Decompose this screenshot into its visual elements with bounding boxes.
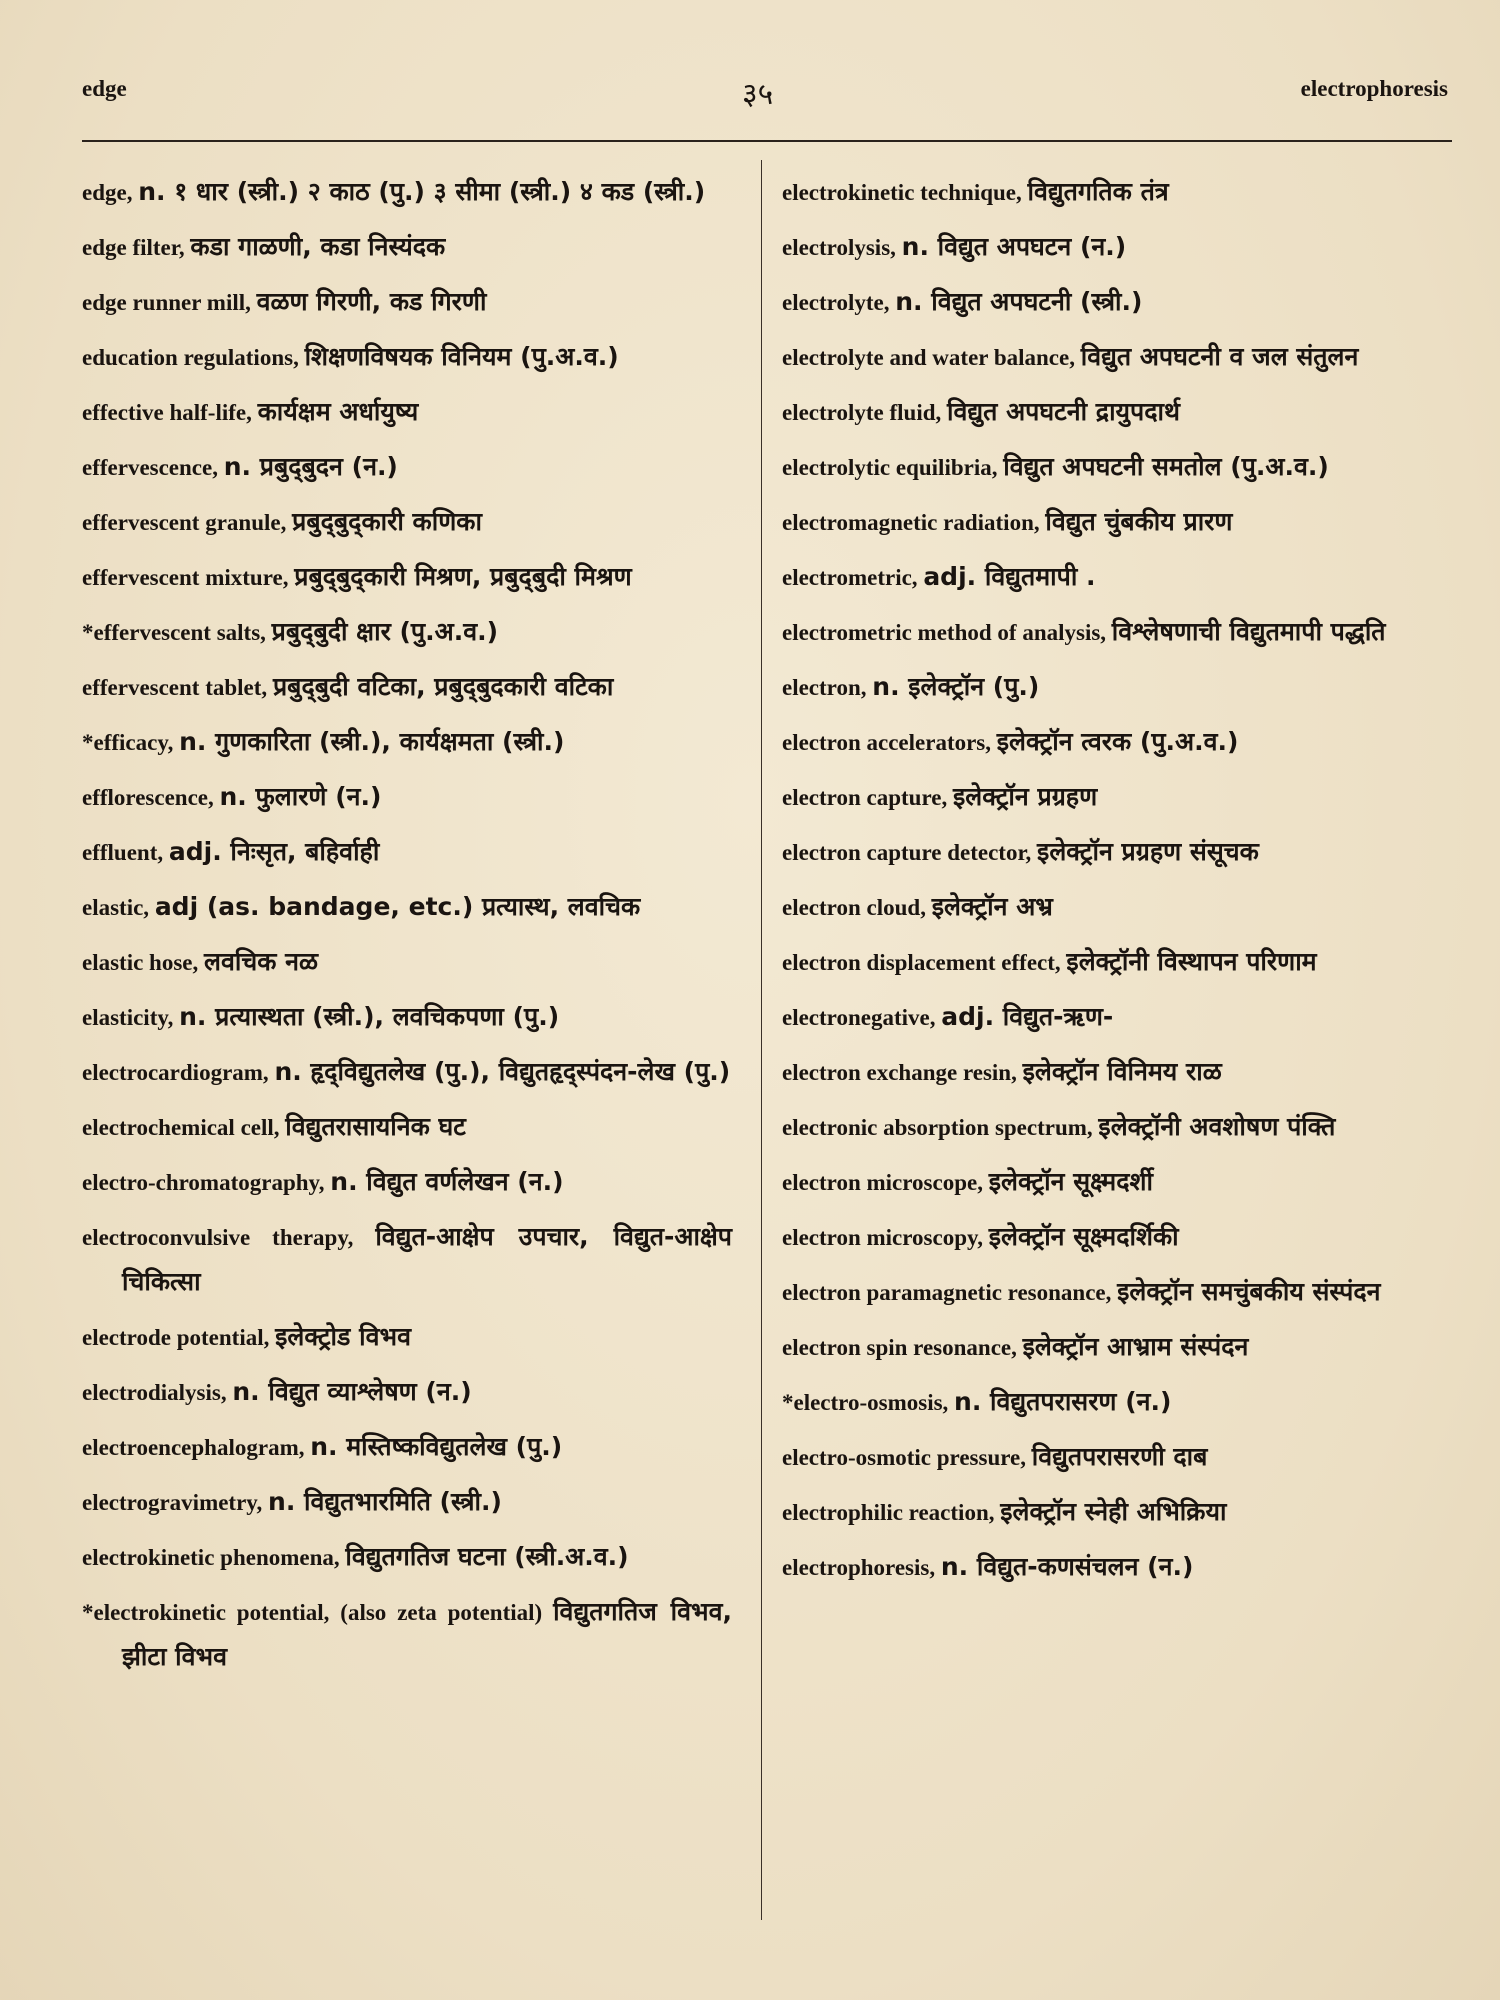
entry-gloss: n. प्रबुद्‌बुदन (न.) xyxy=(223,452,398,481)
entry-gloss: n. विद्युत-कणसंचलन (न.) xyxy=(940,1552,1194,1581)
entry-gloss: adj. विद्युतमापी . xyxy=(923,562,1096,591)
entry-headword: electrocardiogram, xyxy=(82,1060,275,1085)
entry-gloss: इलेक्ट्रॉन समचुंबकीय संस्पंदन xyxy=(1117,1277,1381,1306)
dictionary-entry xyxy=(782,555,1442,600)
entry-gloss: विद्युत अपघटनी व जल संतुलन xyxy=(1080,342,1359,371)
entry-headword: electrokinetic phenomena, xyxy=(82,1545,346,1570)
entry-gloss: विद्युतगतिज घटना (स्त्री.अ.व.) xyxy=(345,1542,629,1571)
right-column xyxy=(782,170,1442,1600)
header-rule xyxy=(82,140,1452,142)
entry-gloss: इलेक्ट्रॉन सूक्ष्मदर्शिकी xyxy=(988,1222,1179,1251)
entry-headword: electron microscope, xyxy=(782,1170,989,1195)
entry-headword: electrodialysis, xyxy=(82,1380,233,1405)
dictionary-entry xyxy=(782,280,1442,325)
dictionary-entry xyxy=(782,170,1442,215)
dictionary-entry xyxy=(82,225,732,270)
entry-gloss: शिक्षणविषयक विनियम (पु.अ.व.) xyxy=(304,342,619,371)
entry-gloss: विद्युतगतिक तंत्र xyxy=(1027,177,1169,206)
header-left-guide-word: edge xyxy=(82,76,127,101)
dictionary-entry xyxy=(782,775,1442,820)
entry-headword: effervescence, xyxy=(82,455,224,480)
entry-headword: *electrokinetic potential, (also zeta potential) xyxy=(82,1600,554,1625)
dictionary-entry xyxy=(82,720,732,765)
entry-gloss: लवचिक नळ xyxy=(204,947,318,976)
entry-gloss: n. फुलारणे (न.) xyxy=(219,782,382,811)
page-header xyxy=(82,72,1448,112)
dictionary-entry xyxy=(82,885,732,930)
entry-headword: electron accelerators, xyxy=(782,730,997,755)
entry-gloss: n. विद्युत अपघटन (न.) xyxy=(901,232,1127,261)
entry-gloss: विद्युत-आक्षेप उपचार, विद्युत-आक्षेप चिकित्सा xyxy=(122,1222,733,1296)
dictionary-entry xyxy=(782,830,1442,875)
dictionary-entry xyxy=(782,885,1442,930)
entry-headword: edge, xyxy=(82,180,139,205)
entry-gloss: इलेक्ट्रॉनी विस्थापन परिणाम xyxy=(1066,947,1317,976)
dictionary-entry xyxy=(782,940,1442,985)
entry-headword: effective half-life, xyxy=(82,400,258,425)
entry-gloss: विद्युत अपघटनी द्रायुपदार्थ xyxy=(947,397,1180,426)
dictionary-entry xyxy=(782,390,1442,435)
entry-headword: electrolysis, xyxy=(782,235,902,260)
entry-headword: electron capture, xyxy=(782,785,953,810)
dictionary-entry xyxy=(782,995,1442,1040)
entry-gloss: वळण गिरणी, कड गिरणी xyxy=(256,287,487,316)
entry-headword: electronic absorption spectrum, xyxy=(782,1115,1099,1140)
entry-gloss: इलेक्ट्रॉन विनिमय राळ xyxy=(1022,1057,1222,1086)
entry-gloss: n. मस्तिष्कविद्युतलेख (पु.) xyxy=(310,1432,563,1461)
entry-headword: electro-chromatography, xyxy=(82,1170,331,1195)
header-right-guide-word: electrophoresis xyxy=(1300,76,1448,101)
entry-gloss: विद्युत चुंबकीय प्रारण xyxy=(1045,507,1233,536)
entry-gloss: इलेक्ट्रॉन स्नेही अभिक्रिया xyxy=(1000,1497,1227,1526)
entry-headword: *effervescent salts, xyxy=(82,620,272,645)
entry-headword: electron cloud, xyxy=(782,895,932,920)
entry-headword: electrophilic reaction, xyxy=(782,1500,1001,1525)
left-column xyxy=(82,170,732,1690)
dictionary-entry xyxy=(82,940,732,985)
entry-gloss: कडा गाळणी, कडा निस्यंदक xyxy=(190,232,446,261)
dictionary-entry xyxy=(82,665,732,710)
dictionary-entry xyxy=(82,445,732,490)
dictionary-entry xyxy=(782,445,1442,490)
entry-headword: elasticity, xyxy=(82,1005,180,1030)
page-number: ३५ xyxy=(742,77,774,112)
dictionary-entry xyxy=(82,1480,732,1525)
entry-headword: electrolyte fluid, xyxy=(782,400,947,425)
entry-gloss: adj. निःसृत, बहिर्वाही xyxy=(168,837,380,866)
dictionary-entry xyxy=(82,1215,732,1305)
entry-headword: electron paramagnetic resonance, xyxy=(782,1280,1118,1305)
entry-gloss: n. विद्युत अपघटनी (स्त्री.) xyxy=(895,287,1143,316)
entry-headword: electron spin resonance, xyxy=(782,1335,1023,1360)
column-divider xyxy=(761,160,762,1920)
dictionary-entry xyxy=(82,170,732,215)
dictionary-entry xyxy=(82,1160,732,1205)
entry-gloss: इलेक्ट्रॉनी अवशोषण पंक्ति xyxy=(1098,1112,1336,1141)
entry-gloss: इलेक्ट्रॉन अभ्र xyxy=(931,892,1053,921)
entry-gloss: adj. विद्युत-ऋण- xyxy=(941,1002,1114,1031)
entry-headword: efflorescence, xyxy=(82,785,220,810)
dictionary-entry xyxy=(82,335,732,380)
entry-headword: electro-osmotic pressure, xyxy=(782,1445,1032,1470)
entry-gloss: n. इलेक्ट्रॉन (पु.) xyxy=(872,672,1040,701)
entry-headword: electrode potential, xyxy=(82,1325,276,1350)
entry-gloss: n. हृद्‌विद्युतलेख (पु.), विद्युतहृद्‌स्पंदन-लेख (पु.) xyxy=(274,1057,731,1086)
entry-headword: effervescent mixture, xyxy=(82,565,295,590)
entry-headword: electrometric method of analysis, xyxy=(782,620,1112,645)
dictionary-entry xyxy=(782,1215,1442,1260)
dictionary-entry xyxy=(82,1050,732,1095)
entry-gloss: विद्युत अपघटनी समतोल (पु.अ.व.) xyxy=(1003,452,1329,481)
entry-gloss: इलेक्ट्रॉन प्रग्रहण संसूचक xyxy=(1037,837,1259,866)
entry-headword: electron exchange resin, xyxy=(782,1060,1023,1085)
entry-headword: electronegative, xyxy=(782,1005,942,1030)
entry-gloss: n. विद्युतपरासरण (न.) xyxy=(954,1387,1172,1416)
entry-headword: effluent, xyxy=(82,840,169,865)
dictionary-entry xyxy=(82,995,732,1040)
entry-headword: electrolyte and water balance, xyxy=(782,345,1081,370)
entry-headword: effervescent tablet, xyxy=(82,675,273,700)
entry-headword: *electro-osmosis, xyxy=(782,1390,955,1415)
entry-headword: elastic hose, xyxy=(82,950,205,975)
entry-gloss: n. विद्युतभारमिति (स्त्री.) xyxy=(268,1487,502,1516)
entry-gloss: इलेक्ट्रॉन त्वरक (पु.अ.व.) xyxy=(996,727,1239,756)
dictionary-entry xyxy=(782,610,1442,655)
entry-gloss: n. १ धार (स्त्री.) २ काठ (पु.) ३ सीमा (स्त्री.) ४ कड (स्त्री.) xyxy=(138,177,706,206)
entry-headword: electron displacement effect, xyxy=(782,950,1067,975)
dictionary-entry xyxy=(82,1535,732,1580)
entry-gloss: इलेक्ट्रॉन प्रग्रहण xyxy=(952,782,1098,811)
entry-headword: edge filter, xyxy=(82,235,191,260)
dictionary-entry xyxy=(782,1105,1442,1150)
entry-gloss: इलेक्ट्रॉन सूक्ष्मदर्शी xyxy=(988,1167,1153,1196)
entry-gloss: विद्युतपरासरणी दाब xyxy=(1031,1442,1208,1471)
entry-headword: education regulations, xyxy=(82,345,305,370)
entry-gloss: प्रबुद्‌बुदी क्षार (पु.अ.व.) xyxy=(271,617,499,646)
dictionary-entry xyxy=(82,775,732,820)
entry-headword: electrogravimetry, xyxy=(82,1490,269,1515)
entry-headword: *efficacy, xyxy=(82,730,180,755)
entry-gloss: प्रबुद्‌बुदी वटिका, प्रबुद्‌बुदकारी वटिका xyxy=(272,672,614,701)
dictionary-entry xyxy=(782,720,1442,765)
dictionary-entry xyxy=(782,1435,1442,1480)
dictionary-entry xyxy=(782,500,1442,545)
entry-gloss: प्रबुद्‌बुद्‌कारी मिश्रण, प्रबुद्‌बुदी मिश्रण xyxy=(294,562,632,591)
dictionary-entry xyxy=(82,555,732,600)
dictionary-entry xyxy=(82,390,732,435)
dictionary-entry xyxy=(782,335,1442,380)
entry-gloss: इलेक्ट्रॉन आभ्राम संस्पंदन xyxy=(1022,1332,1249,1361)
dictionary-entry xyxy=(782,1490,1442,1535)
entry-headword: elastic, xyxy=(82,895,155,920)
entry-gloss: विद्युतरासायनिक घट xyxy=(285,1112,466,1141)
entry-headword: electroencephalogram, xyxy=(82,1435,311,1460)
dictionary-entry xyxy=(82,830,732,875)
entry-headword: electron, xyxy=(782,675,873,700)
entry-headword: electrokinetic technique, xyxy=(782,180,1028,205)
entry-headword: effervescent granule, xyxy=(82,510,293,535)
entry-gloss: n. विद्युत व्याश्लेषण (न.) xyxy=(232,1377,472,1406)
entry-headword: electromagnetic radiation, xyxy=(782,510,1046,535)
entry-headword: electroconvulsive therapy, xyxy=(82,1225,376,1250)
entry-headword: electron microscopy, xyxy=(782,1225,989,1250)
entry-gloss: n. प्रत्यास्थता (स्त्री.), लवचिकपणा (पु.) xyxy=(179,1002,560,1031)
entry-headword: edge runner mill, xyxy=(82,290,257,315)
dictionary-entry xyxy=(82,610,732,655)
dictionary-entry xyxy=(782,1380,1442,1425)
entry-headword: electrolytic equilibria, xyxy=(782,455,1004,480)
entry-headword: electron capture detector, xyxy=(782,840,1038,865)
entry-gloss: कार्यक्षम अर्धायुष्य xyxy=(257,397,419,426)
dictionary-entry xyxy=(82,1425,732,1470)
dictionary-entry xyxy=(782,1160,1442,1205)
dictionary-entry xyxy=(82,1105,732,1150)
entry-headword: electrometric, xyxy=(782,565,924,590)
dictionary-entry xyxy=(82,280,732,325)
dictionary-entry xyxy=(782,225,1442,270)
entry-gloss: इलेक्ट्रोड विभव xyxy=(275,1322,411,1351)
entry-headword: electrochemical cell, xyxy=(82,1115,286,1140)
dictionary-entry xyxy=(782,665,1442,710)
dictionary-entry xyxy=(782,1050,1442,1095)
entry-gloss: विद्युतगतिज विभव, झीटा विभव xyxy=(122,1597,732,1671)
entry-headword: electrophoresis, xyxy=(782,1555,941,1580)
entry-gloss: adj (as. bandage, etc.) प्रत्यास्थ, लवचिक xyxy=(154,892,641,921)
entry-gloss: n. विद्युत वर्णलेखन (न.) xyxy=(330,1167,564,1196)
entry-headword: electrolyte, xyxy=(782,290,896,315)
dictionary-entry xyxy=(782,1545,1442,1590)
dictionary-entry xyxy=(82,1590,732,1680)
dictionary-entry xyxy=(782,1270,1442,1315)
dictionary-entry xyxy=(82,500,732,545)
entry-gloss: विश्लेषणाची विद्युतमापी पद्धति xyxy=(1111,617,1386,646)
dictionary-entry xyxy=(782,1325,1442,1370)
dictionary-entry xyxy=(82,1315,732,1360)
dictionary-entry xyxy=(82,1370,732,1415)
entry-gloss: प्रबुद्‌बुद्‌कारी कणिका xyxy=(292,507,482,536)
entry-gloss: n. गुणकारिता (स्त्री.), कार्यक्षमता (स्त्री.) xyxy=(179,727,565,756)
